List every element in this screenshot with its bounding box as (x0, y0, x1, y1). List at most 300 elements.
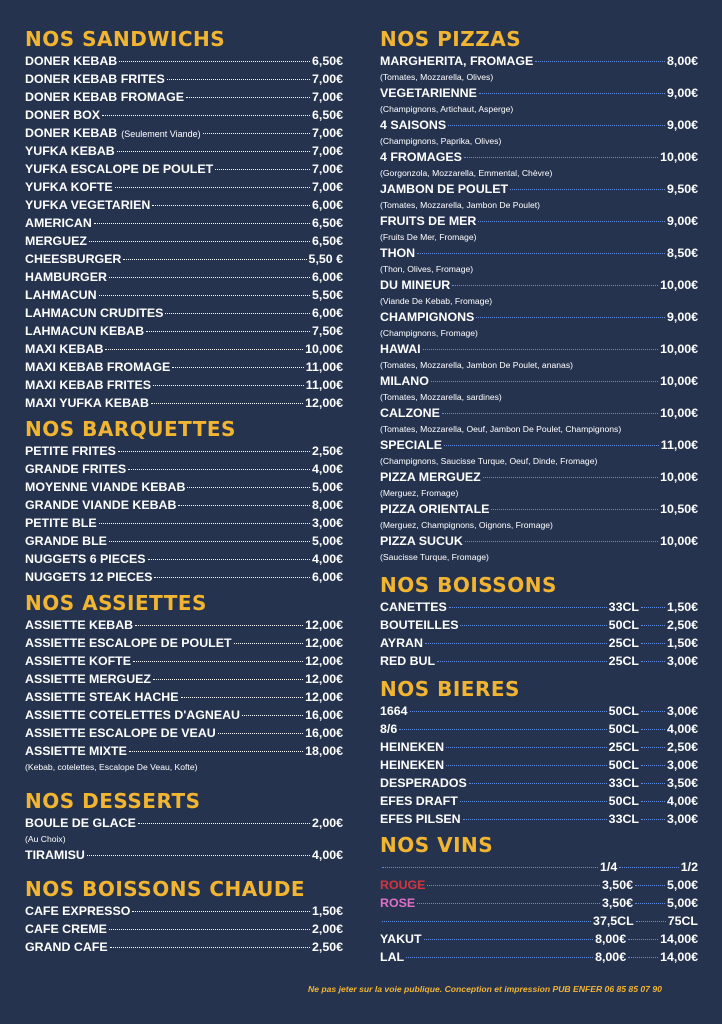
drink-name: EFES DRAFT (380, 794, 458, 808)
dot-leader (138, 823, 310, 824)
menu-item-row (25, 920, 343, 938)
section-title-pizzas: NOS PIZZAS (380, 27, 522, 51)
menu-item-row (380, 212, 698, 230)
wine-price-quarter: 3,50€ (601, 878, 633, 892)
dot-leader (119, 61, 310, 62)
item-price: 6,50€ (311, 216, 343, 230)
item-price: 5,50€ (311, 288, 343, 302)
dot-leader (123, 259, 306, 260)
dot-leader (109, 277, 310, 278)
item-name: BOULE DE GLACE (25, 816, 136, 830)
menu-item-row (380, 404, 698, 422)
dot-leader (491, 509, 658, 510)
menu-item-row (380, 276, 698, 294)
item-price: 2,00€ (311, 816, 343, 830)
drink-price: 1,50€ (666, 636, 698, 650)
drink-name: 8/6 (380, 722, 398, 736)
menu-item-row (25, 938, 343, 956)
item-ingredients: (Au Choix) (25, 834, 66, 844)
drink-row (380, 634, 698, 652)
menu-item-row (25, 322, 343, 340)
item-ingredients: (Merguez, Fromage) (380, 488, 459, 498)
item-price: 10,00€ (305, 342, 343, 356)
drink-price: 2,50€ (666, 740, 698, 754)
drink-name: RED BUL (380, 654, 436, 668)
item-name: SPECIALE (380, 438, 442, 452)
item-ingredients: (Fruits De Mer, Fromage) (380, 232, 477, 242)
dot-leader (399, 729, 606, 730)
drink-price: 3,00€ (666, 704, 698, 718)
dot-leader (444, 445, 659, 446)
drink-row (380, 598, 698, 616)
item-name: ASSIETTE MIXTE (25, 744, 127, 758)
drink-row (380, 616, 698, 634)
item-name: ASSIETTE COTELETTES D'AGNEAU (25, 708, 240, 722)
menu-item-row (25, 232, 343, 250)
dot-leader (417, 253, 665, 254)
item-price: 11,00€ (660, 438, 698, 452)
item-price: 10,00€ (660, 150, 698, 164)
item-price: 5,00€ (311, 534, 343, 548)
menu-item-row (25, 634, 343, 652)
menu-item-row (380, 436, 698, 454)
menu-item-row (25, 442, 343, 460)
item-price: 10,00€ (660, 406, 698, 420)
item-subtext: (Seulement Viande) (121, 129, 201, 139)
drink-price: 4,00€ (666, 722, 698, 736)
drink-name: 1664 (380, 704, 408, 718)
wine-price-quarter: 3,50€ (601, 896, 633, 910)
item-price: 16,00€ (305, 708, 343, 722)
drink-volume: 25CL (608, 654, 639, 668)
menu-item-row (25, 214, 343, 232)
item-price: 10,00€ (660, 342, 698, 356)
menu-item-row (380, 372, 698, 390)
item-name: CHEESBURGER (25, 252, 122, 266)
menu-item-row (25, 478, 343, 496)
item-price: 12,00€ (305, 636, 343, 650)
menu-item-row (25, 742, 343, 760)
menu-item-row (25, 268, 343, 286)
dot-leader (478, 221, 665, 222)
dot-leader (641, 801, 665, 802)
dot-leader (535, 61, 665, 62)
dot-leader (203, 133, 310, 134)
menu-item-row (380, 500, 698, 518)
section-title-boissons: NOS BOISSONS (380, 573, 557, 597)
drink-volume: 50CL (608, 704, 639, 718)
drink-name: AYRAN (380, 636, 423, 650)
item-name: DONER KEBAB (25, 126, 118, 140)
dot-leader (117, 151, 310, 152)
item-name: GRANDE FRITES (25, 462, 127, 476)
dot-leader (105, 349, 303, 350)
item-price: 5,50 € (308, 252, 343, 266)
item-price: 12,00€ (305, 690, 343, 704)
item-ingredients: (Thon, Olives, Fromage) (380, 264, 474, 274)
item-name: LAHMACUN (25, 288, 97, 302)
menu-item-row (25, 124, 343, 142)
dot-leader (423, 349, 658, 350)
item-name: NUGGETS 6 PIECES (25, 552, 146, 566)
left-column (25, 26, 343, 956)
wine-row (380, 930, 698, 948)
wine-name: LAL (380, 950, 405, 964)
dot-leader (132, 911, 310, 912)
wine-row (380, 948, 698, 966)
item-name: CAFE CREME (25, 922, 107, 936)
item-name: MAXI KEBAB (25, 342, 104, 356)
dot-leader (641, 607, 665, 608)
drink-price: 3,00€ (666, 654, 698, 668)
item-name: ASSIETTE KOFTE (25, 654, 132, 668)
menu-item-row (25, 70, 343, 88)
dot-leader (382, 921, 591, 922)
item-price: 12,00€ (305, 654, 343, 668)
boissons-chaude-list (25, 902, 343, 956)
drink-name: HEINEKEN (380, 740, 445, 754)
dot-leader (449, 607, 607, 608)
dot-leader (510, 189, 665, 190)
item-name: GRAND CAFE (25, 940, 108, 954)
dot-leader (424, 939, 594, 940)
dot-leader (448, 125, 665, 126)
dot-leader (635, 885, 665, 886)
wine-price-half: 5,00€ (666, 878, 698, 892)
item-ingredients: (Champignons, Fromage) (380, 328, 478, 338)
drink-price: 1,50€ (666, 600, 698, 614)
dot-leader (99, 523, 310, 524)
item-name: YUFKA ESCALOPE DE POULET (25, 162, 214, 176)
item-name: ASSIETTE KEBAB (25, 618, 134, 632)
drink-volume: 25CL (608, 636, 639, 650)
wine-price-half: 5,00€ (666, 896, 698, 910)
drink-row (380, 720, 698, 738)
menu-item-row (25, 496, 343, 514)
menu-item-row (25, 52, 343, 70)
drink-price: 4,00€ (666, 794, 698, 808)
section-title-desserts: NOS DESSERTS (25, 789, 201, 813)
menu-item-row (25, 178, 343, 196)
menu-item-row (380, 148, 698, 166)
menu-item-row (25, 568, 343, 586)
dot-leader (181, 697, 304, 698)
wine-price-half: 14,00€ (660, 950, 698, 964)
menu-item-row (25, 196, 343, 214)
menu-item-row (25, 340, 343, 358)
menu-item-row (25, 358, 343, 376)
wine-name: YAKUT (380, 932, 422, 946)
item-price: 7,00€ (311, 162, 343, 176)
item-name: MARGHERITA, FROMAGE (380, 54, 534, 68)
dot-leader (109, 929, 310, 930)
dot-leader (463, 819, 607, 820)
item-name: PIZZA ORIENTALE (380, 502, 490, 516)
drink-name: CANETTES (380, 600, 447, 614)
drink-volume: 50CL (608, 618, 639, 632)
menu-item-row (25, 616, 343, 634)
item-name: NUGGETS 12 PIECES (25, 570, 153, 584)
item-price: 6,00€ (311, 306, 343, 320)
dot-leader (431, 381, 658, 382)
dot-leader (437, 661, 607, 662)
dot-leader (218, 733, 303, 734)
drink-row (380, 756, 698, 774)
dot-leader (464, 157, 658, 158)
drink-row (380, 738, 698, 756)
bieres-list (380, 702, 698, 828)
item-name: ASSIETTE STEAK HACHE (25, 690, 179, 704)
dot-leader (417, 903, 600, 904)
item-price: 6,50€ (311, 234, 343, 248)
item-subtext-wrap (121, 124, 200, 143)
dot-leader (87, 855, 310, 856)
dot-leader (110, 947, 310, 948)
drink-price: 3,50€ (666, 776, 698, 790)
vins-header-quarter: 1/4 (600, 860, 618, 874)
dot-leader (641, 661, 665, 662)
item-name: CAFE EXPRESSO (25, 904, 131, 918)
dot-leader (234, 643, 304, 644)
item-name: PETITE FRITES (25, 444, 116, 458)
item-price: 8,50€ (666, 246, 698, 260)
item-price: 11,00€ (305, 360, 343, 374)
wine-name: ROSE (380, 896, 416, 910)
dot-leader (465, 541, 658, 542)
menu-item-row (25, 106, 343, 124)
item-price: 3,00€ (311, 516, 343, 530)
wine-price-quarter: 8,00€ (595, 932, 627, 946)
dot-leader (641, 747, 665, 748)
item-ingredients: (Merguez, Champignons, Oignons, Fromage) (380, 520, 553, 530)
item-price: 7,00€ (311, 72, 343, 86)
dot-leader (406, 957, 593, 958)
right-column (380, 26, 698, 966)
wine-price-quarter: 37,5CL (593, 914, 634, 928)
menu-item-row (25, 814, 343, 832)
dot-leader (172, 367, 304, 368)
dot-leader (165, 313, 310, 314)
item-name: DONER KEBAB FRITES (25, 72, 165, 86)
item-ingredients: (Tomates, Mozzarella, Jambon De Poulet, ananas) (380, 360, 573, 370)
dot-leader (129, 751, 303, 752)
drink-row (380, 792, 698, 810)
item-price: 9,00€ (666, 310, 698, 324)
dot-leader (154, 577, 310, 578)
dot-leader (128, 469, 310, 470)
menu-item-row (25, 652, 343, 670)
dot-leader (133, 661, 303, 662)
dot-leader (460, 625, 606, 626)
item-name: ASSIETTE ESCALOPE DE POULET (25, 636, 232, 650)
dot-leader (628, 957, 658, 958)
drink-row (380, 774, 698, 792)
vins-header-half: 1/2 (680, 860, 698, 874)
dot-leader (94, 223, 310, 224)
menu-item-row (25, 142, 343, 160)
item-ingredients: (Champignons, Saucisse Turque, Oeuf, Dinde, Fromage) (380, 456, 598, 466)
menu-item-row (380, 116, 698, 134)
item-price: 7,50€ (311, 324, 343, 338)
dot-leader (242, 715, 303, 716)
dot-leader (153, 385, 304, 386)
item-name: ASSIETTE ESCALOPE DE VEAU (25, 726, 216, 740)
menu-item-row (380, 532, 698, 550)
item-ingredients: (Saucisse Turque, Fromage) (380, 552, 489, 562)
drink-name: HEINEKEN (380, 758, 445, 772)
menu-item-row (25, 706, 343, 724)
dot-leader (99, 295, 310, 296)
item-name: 4 FROMAGES (380, 150, 462, 164)
drink-name: EFES PILSEN (380, 812, 461, 826)
dot-leader (641, 711, 665, 712)
dot-leader (446, 765, 607, 766)
section-title-sandwichs: NOS SANDWICHS (25, 27, 226, 51)
item-ingredients: (Champignons, Artichaut, Asperge) (380, 104, 514, 114)
dot-leader (115, 187, 310, 188)
menu-item-row (25, 532, 343, 550)
dot-leader (460, 801, 607, 802)
item-price: 12,00€ (305, 672, 343, 686)
wine-row (380, 876, 698, 894)
item-name: MERGUEZ (25, 234, 87, 248)
item-price: 4,00€ (311, 462, 343, 476)
dot-leader (167, 79, 310, 80)
item-price: 7,00€ (311, 126, 343, 140)
section-title-barquettes: NOS BARQUETTES (25, 417, 236, 441)
menu-item-row (380, 468, 698, 486)
dot-leader (628, 939, 658, 940)
drink-row (380, 702, 698, 720)
boissons-list (380, 598, 698, 670)
dot-leader (469, 783, 607, 784)
item-name: VEGETARIENNE (380, 86, 477, 100)
drink-name: DESPERADOS (380, 776, 467, 790)
item-name: HAMBURGER (25, 270, 107, 284)
item-name: YUFKA VEGETARIEN (25, 198, 151, 212)
section-title-boissons-chaude: NOS BOISSONS CHAUDE (25, 877, 306, 901)
dot-leader (483, 477, 658, 478)
menu-item-row (380, 84, 698, 102)
menu-item-row (25, 550, 343, 568)
dot-leader (446, 747, 607, 748)
item-name: MILANO (380, 374, 429, 388)
dot-leader (148, 559, 310, 560)
item-name: YUFKA KEBAB (25, 144, 115, 158)
item-name: PETITE BLE (25, 516, 97, 530)
menu-item-row (25, 394, 343, 412)
item-price: 2,00€ (311, 922, 343, 936)
item-name: AMERICAN (25, 216, 92, 230)
item-ingredients: (Champignons, Paprika, Olives) (380, 136, 502, 146)
drink-volume: 25CL (608, 740, 639, 754)
item-name: JAMBON DE POULET (380, 182, 509, 196)
item-name: MOYENNE VIANDE KEBAB (25, 480, 186, 494)
dot-leader (641, 643, 665, 644)
wine-row (380, 912, 698, 930)
item-price: 6,00€ (311, 570, 343, 584)
dot-leader (109, 541, 310, 542)
menu-item-row (25, 724, 343, 742)
drink-volume: 50CL (608, 794, 639, 808)
dot-leader (102, 115, 310, 116)
item-price: 7,00€ (311, 144, 343, 158)
item-price: 9,50€ (666, 182, 698, 196)
item-name: YUFKA KOFTE (25, 180, 113, 194)
drink-price: 2,50€ (666, 618, 698, 632)
item-price: 4,00€ (311, 552, 343, 566)
menu-item-row (25, 88, 343, 106)
item-name: CALZONE (380, 406, 440, 420)
menu-item-row (380, 52, 698, 70)
dot-leader (187, 487, 310, 488)
item-ingredients: (Tomates, Mozzarella, Jambon De Poulet) (380, 200, 541, 210)
wine-price-half: 14,00€ (660, 932, 698, 946)
item-name: THON (380, 246, 416, 260)
item-price: 5,00€ (311, 480, 343, 494)
item-price: 1,50€ (311, 904, 343, 918)
item-price: 6,00€ (311, 198, 343, 212)
dot-leader (151, 403, 303, 404)
item-price: 10,00€ (660, 534, 698, 548)
section-title-vins: NOS VINS (380, 833, 494, 857)
drink-volume: 50CL (608, 722, 639, 736)
dot-leader (641, 625, 665, 626)
item-price: 12,00€ (305, 618, 343, 632)
item-name: PIZZA MERGUEZ (380, 470, 481, 484)
item-price: 9,00€ (666, 86, 698, 100)
section-title-bieres: NOS BIERES (380, 677, 520, 701)
menu-item-row (25, 514, 343, 532)
dot-leader (118, 451, 310, 452)
menu-item-row (380, 244, 698, 262)
drink-row (380, 810, 698, 828)
item-ingredients: (Viande De Kebab, Fromage) (380, 296, 493, 306)
dot-leader (186, 97, 310, 98)
menu-item-row (25, 670, 343, 688)
menu-item-row (25, 304, 343, 322)
item-price: 6,50€ (311, 54, 343, 68)
item-price: 9,00€ (666, 214, 698, 228)
drink-name: BOUTEILLES (380, 618, 459, 632)
item-ingredients: (Gorgonzola, Mozzarella, Emmental, Chèvre) (380, 168, 553, 178)
dot-leader (641, 765, 665, 766)
menu-item-row (380, 180, 698, 198)
pizzas-list (380, 52, 698, 564)
item-name: DONER KEBAB (25, 54, 118, 68)
wine-row (380, 894, 698, 912)
item-price: 8,00€ (311, 498, 343, 512)
item-price: 9,00€ (666, 118, 698, 132)
dot-leader (89, 241, 310, 242)
menu-item-row (25, 286, 343, 304)
item-ingredients: (Kebab, cotelettes, Escalope De Veau, Kofte) (25, 762, 198, 772)
item-price: 2,50€ (311, 444, 343, 458)
drink-price: 3,00€ (666, 812, 698, 826)
item-price: 7,00€ (311, 180, 343, 194)
item-name: 4 SAISONS (380, 118, 447, 132)
menu-item-row (25, 250, 343, 268)
item-name: LAHMACUN CRUDITES (25, 306, 164, 320)
item-price: 6,50€ (311, 108, 343, 122)
footer-note: Ne pas jeter sur la voie publique. Conception et impression PUB ENFER 06 85 85 07 90 (308, 984, 662, 994)
dot-leader (425, 643, 607, 644)
item-name: MAXI KEBAB FRITES (25, 378, 151, 392)
dot-leader (427, 885, 600, 886)
dot-leader (452, 285, 658, 286)
dot-leader (641, 729, 665, 730)
section-title-assiettes: NOS ASSIETTES (25, 591, 207, 615)
